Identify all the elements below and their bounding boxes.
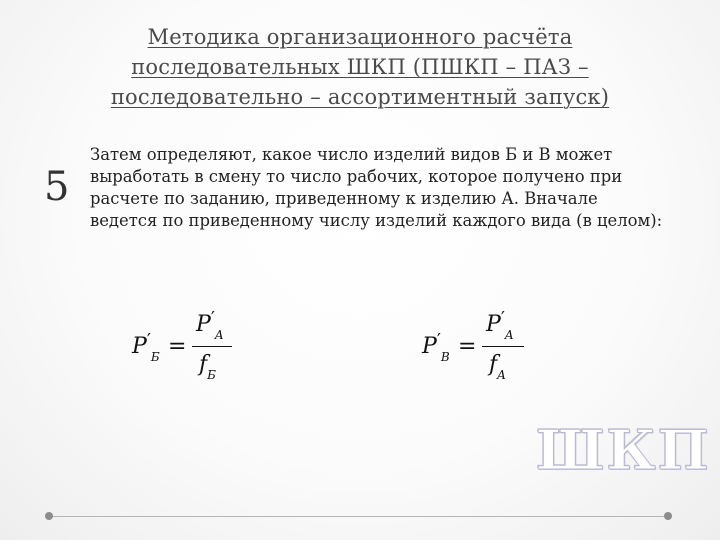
formula-pb <box>132 308 252 392</box>
formula-pv-numerator: $P'_A$ <box>486 308 514 342</box>
formula-pv-lhs: $P'_В$ <box>422 330 450 364</box>
title-line-2: последовательных ШКП (ПШКП – ПАЗ – <box>131 55 589 79</box>
formula-pv <box>422 308 542 392</box>
formula-pb-equals: = <box>168 334 187 359</box>
footer-left-dot <box>45 512 53 520</box>
footer-divider <box>52 516 669 517</box>
shkp-watermark: ШКП <box>536 418 711 482</box>
title-line-3: последовательно – ассортиментный запуск) <box>110 85 610 109</box>
slide-title <box>60 22 660 112</box>
formula-pv-fraction-bar <box>482 346 524 347</box>
formula-pv-equals: = <box>458 334 477 359</box>
formula-pb-denominator: $f_Б$ <box>199 352 216 382</box>
title-line-1: Методика организационного расчёта <box>147 25 573 49</box>
formula-pb-numerator: $P'_A$ <box>196 308 224 342</box>
slide-number: 5 <box>44 164 70 210</box>
body-paragraph: Затем определяют, какое число изделий видов Б и В может выработать в смену то число рабочих, которое получено при расчете по заданию, приведенному к изделию А. Вначале ведется по приведенному числу изделий каждого вида (в целом): <box>90 145 663 230</box>
formula-pb-lhs: $P'_Б$ <box>132 330 160 364</box>
formula-pv-denominator: $f_A$ <box>489 352 506 382</box>
formula-pb-fraction-bar <box>192 346 232 347</box>
footer-right-dot <box>664 512 672 520</box>
